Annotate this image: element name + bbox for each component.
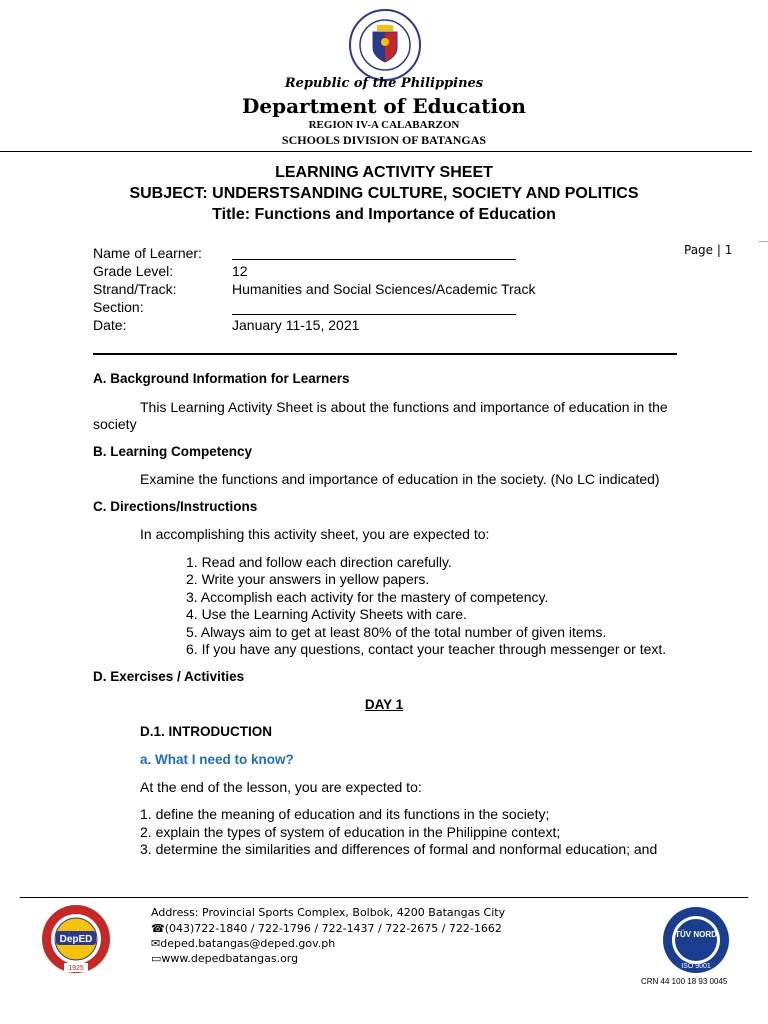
region-text: REGION IV-A CALABARZON <box>308 119 460 131</box>
section-b-heading: B. Learning Competency <box>93 444 253 459</box>
objective-item: 2. explain the types of system of education in the Philippine context; <box>140 824 561 840</box>
footer-phone: (043)722-1840 / 722-1796 / 722-1437 / 722-2675 / 722-1662 <box>164 922 502 935</box>
section-a-text: This Learning Activity Sheet is about the functions and importance of education in the <box>140 399 668 415</box>
date-label: Date: <box>93 317 127 333</box>
name-field[interactable] <box>232 259 516 260</box>
need-to-know-heading: a. What I need to know? <box>140 752 294 767</box>
section-c-intro: In accomplishing this activity sheet, you are expected to: <box>140 526 490 542</box>
objective-item: 1. define the meaning of education and its functions in the society; <box>140 806 550 822</box>
deped-seal-logo <box>347 8 423 82</box>
strand-value: Humanities and Social Sciences/Academic Track <box>232 281 536 297</box>
list-item: 5. Always aim to get at least 80% of the total number of given items. <box>186 624 607 640</box>
tuv-brand-text: TÜV NORD <box>675 930 717 939</box>
logo-wordmark: DepED <box>59 934 93 945</box>
section-d-heading: D. Exercises / Activities <box>93 669 245 684</box>
end-of-lesson-text: At the end of the lesson, you are expected to: <box>140 779 422 795</box>
list-item: 4. Use the Learning Activity Sheets with care. <box>186 606 467 622</box>
section-label: Section: <box>93 299 144 315</box>
footer-phone-row <box>151 922 502 935</box>
footer-website[interactable]: www.depedbatangas.org <box>161 952 299 965</box>
section-a-heading: A. Background Information for Learners <box>93 371 350 386</box>
grade-label: Grade Level: <box>93 263 174 279</box>
footer-website-row <box>151 952 298 965</box>
footer-email-row <box>151 937 335 950</box>
info-divider <box>93 353 677 355</box>
logo-year: 1925 <box>68 965 84 972</box>
section-c-heading: C. Directions/Instructions <box>93 499 258 514</box>
header-rule <box>0 151 752 152</box>
page-number: Page | 1 <box>684 243 733 257</box>
division-logo <box>38 903 114 975</box>
republic-text: Republic of the Philippines <box>284 76 484 91</box>
date-value: January 11-15, 2021 <box>232 317 360 333</box>
footer-email[interactable]: deped.batangas@deped.gov.ph <box>160 937 336 950</box>
sheet-title: LEARNING ACTIVITY SHEET <box>275 164 493 181</box>
footer-rule <box>20 897 748 898</box>
name-label: Name of Learner: <box>93 245 202 261</box>
phone-icon: ☎ <box>151 922 165 935</box>
section-a-text-cont: society <box>93 416 137 432</box>
day-label: DAY 1 <box>364 697 404 712</box>
subject-title: SUBJECT: UNDERSTSANDING CULTURE, SOCIETY AND POLITICS <box>129 185 639 202</box>
list-item: 2. Write your answers in yellow papers. <box>186 571 430 587</box>
grade-value: 12 <box>232 263 248 279</box>
tuv-nord-iso-logo <box>656 904 736 976</box>
intro-heading: D.1. INTRODUCTION <box>140 724 273 739</box>
division-text: SCHOOLS DIVISION OF BATANGAS <box>281 133 487 147</box>
objective-item: 3. determine the similarities and differences of formal and nonformal education; and <box>140 841 658 857</box>
lesson-title: Title: Functions and Importance of Education <box>212 206 556 223</box>
list-item: 3. Accomplish each activity for the mastery of competency. <box>186 589 549 605</box>
iso-text: ISO 9001 <box>681 963 711 970</box>
section-b-text: Examine the functions and importance of education in the society. (No LC indicated) <box>140 471 660 487</box>
page-line <box>759 241 768 242</box>
crn-number: CRN 44 100 18 93 0045 <box>641 977 728 986</box>
computer-icon: ▭ <box>151 952 162 965</box>
list-item: 1. Read and follow each direction carefully. <box>186 554 452 570</box>
section-field[interactable] <box>232 314 516 315</box>
strand-label: Strand/Track: <box>93 281 177 297</box>
footer-address: Address: Provincial Sports Complex, Bolbok, 4200 Batangas City <box>151 906 506 919</box>
list-item: 6. If you have any questions, contact your teacher through messenger or text. <box>186 641 667 657</box>
mail-icon: ✉ <box>151 937 161 950</box>
department-text: Department of Education <box>242 94 526 118</box>
